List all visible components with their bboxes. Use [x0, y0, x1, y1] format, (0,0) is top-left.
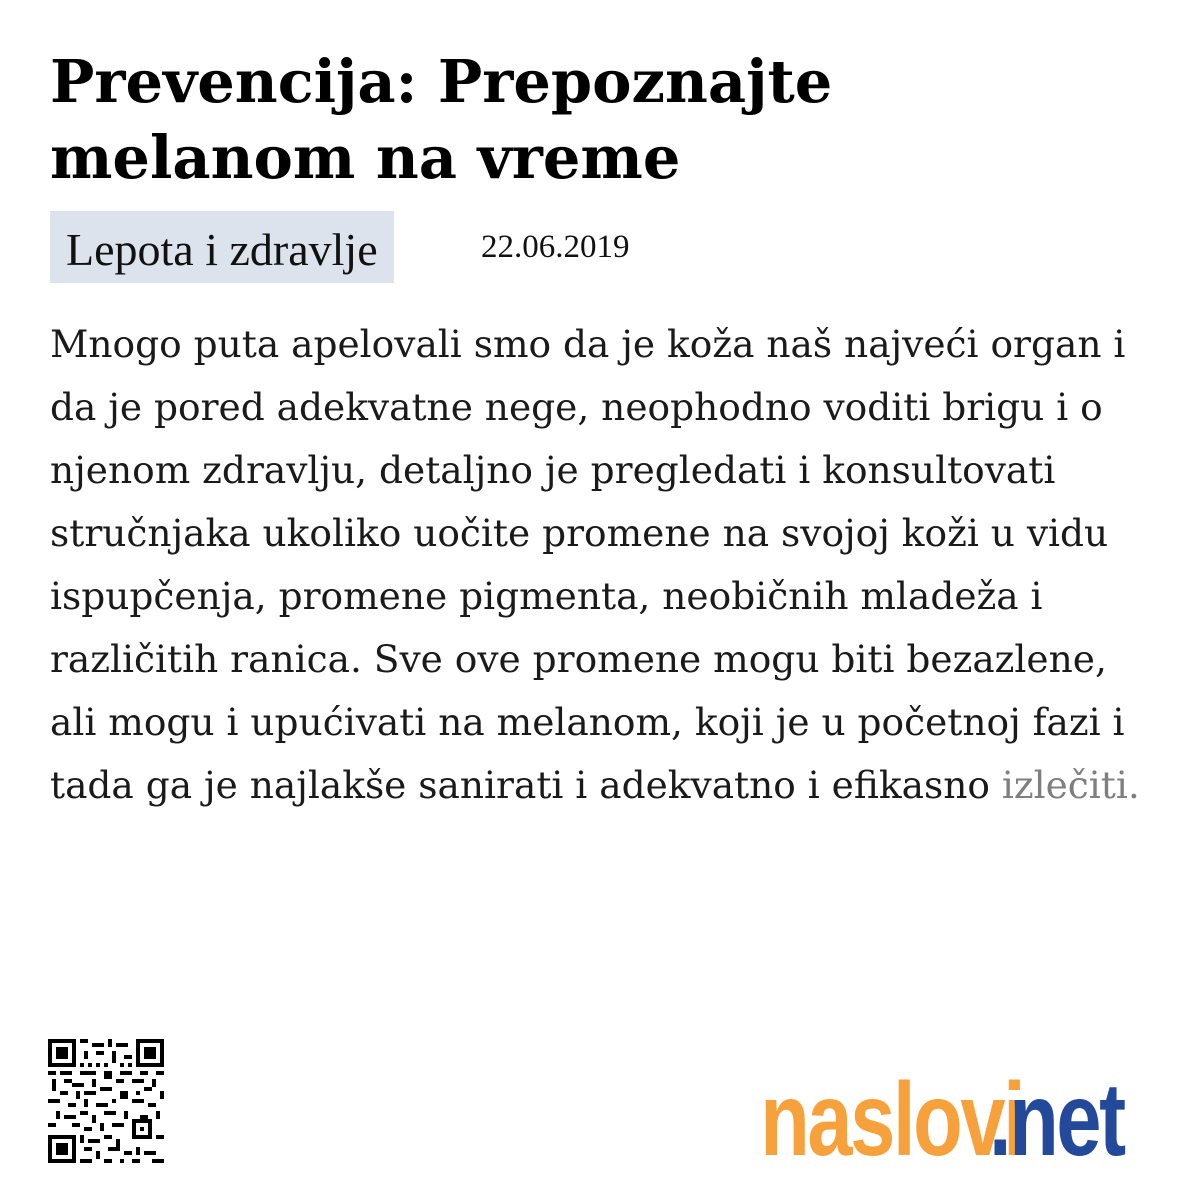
qr-code-icon [48, 1039, 164, 1163]
publish-date: 22.06.2019 [481, 229, 630, 265]
category-tag[interactable]: Lepota i zdravlje [50, 211, 394, 283]
brand-name: naslovi [759, 1062, 1024, 1178]
article-body [50, 313, 1160, 817]
article-body-fade: izlečiti. [1001, 763, 1140, 807]
article-body-text: Mnogo puta apelovali smo da je koža naš najveći organ i da je pored adekvatne nege, neophodno voditi brigu i o njenom zdravlju, detaljno je pregledati i konsultovati stručnjaka ukoliko uočite promene na svojoj koži u vidu ispupčenja, promene pigmenta, neobičnih mladeža i različitih ranica. Sve ove promene mogu biti bezazlene, ali mogu i upućivati na melanom, koji je u početnoj fazi i tada ga je najlakše sanirati i adekvatno i efikasno [50, 322, 1126, 807]
brand-domain: .net [989, 1062, 1124, 1178]
brand-logo[interactable] [686, 1062, 1162, 1178]
article-title: Prevencija: Prepoznajte melanom na vreme [50, 47, 833, 192]
